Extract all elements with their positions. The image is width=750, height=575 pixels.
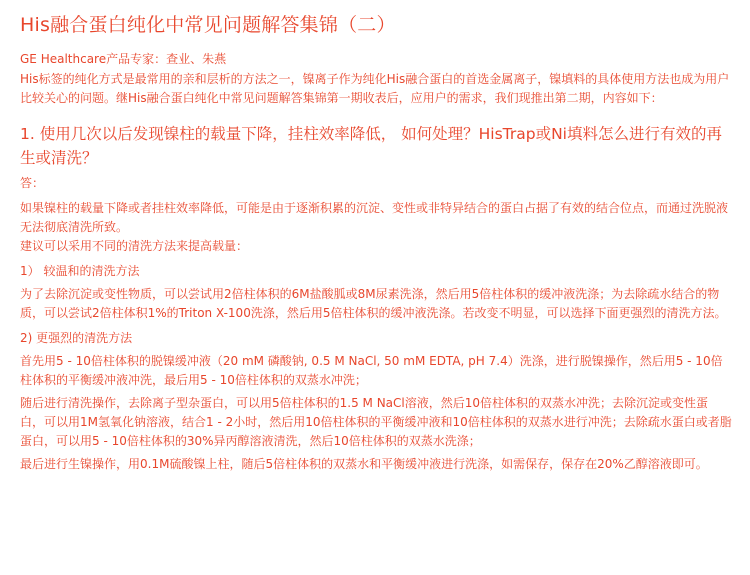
answer-paragraph-2: 建议可以采用不同的清洗方法来提高载量： (20, 239, 249, 253)
answer-label: 答： (20, 176, 45, 190)
question-1-title: 1. 使用几次以后发现镍柱的载量下降，挂柱效率降低， 如何处理？HisTrap或Ni填料怎么进行有效的再生或清洗？ (20, 125, 722, 167)
method-2-step-2: 随后进行清洗操作，去除离子型杂蛋白，可以用5倍柱体积的1.5 M NaCl溶液，然后10倍柱体积的双蒸水冲洗；去除沉淀或变性蛋白，可以用1M氢氧化钠溶液，结合1 - 2小时，然后用10倍柱体积的平衡缓冲液和10倍柱体积的双蒸水进行冲洗；去除疏水蛋白或者脂蛋白，可以用5 - 10倍柱体积的30%异丙醇溶液清洗，然后10倍柱体积的双蒸水洗涤； (20, 396, 732, 448)
method-1-text: 为了去除沉淀或变性物质，可以尝试用2倍柱体积的6M盐酸胍或8M尿素洗涤，然后用5倍柱体积的缓冲液洗涤；为去除疏水结合的物质，可以尝试2倍柱体积1%的Triton X-100洗涤，然后用5倍柱体积的缓冲液洗涤。若改变不明显，可以选择下面更强烈的清洗方法。 (20, 287, 727, 320)
method-2-step-3: 最后进行生镍操作，用0.1M硫酸镍上柱，随后5倍柱体积的双蒸水和平衡缓冲液进行洗涤，如需保存，保存在20%乙醇溶液即可。 (20, 457, 708, 471)
answer-paragraph-1: 如果镍柱的载量下降或者挂柱效率降低，可能是由于逐渐积累的沉淀、变性或非特异结合的蛋白占据了有效的结合位点，而通过洗脱液无法彻底清洗所致。 (20, 201, 729, 234)
method-2-step-1: 首先用5 - 10倍柱体积的脱镍缓冲液（20 mM 磷酸钠, 0.5 M NaCl, 50 mM EDTA, pH 7.4）洗涤，进行脱镍操作，然后用5 - 10倍柱体积的平衡缓冲液冲洗，最后用5 - 10倍柱体积的双蒸水冲洗； (20, 354, 723, 387)
method-1-title: 1） 较温和的清洗方法 (20, 264, 140, 278)
intro-paragraph: His标签的纯化方式是最常用的亲和层析的方法之一，镍离子作为纯化His融合蛋白的首选金属离子，镍填料的具体使用方法也成为用户比较关心的问题。继His融合蛋白纯化中常见问题解答集锦第一期收表后，应用户的需求，我们现推出第二期，内容如下： (20, 72, 730, 105)
author-line: GE Healthcare产品专家：查业、朱燕 (20, 52, 227, 66)
method-2-title: 2) 更强烈的清洗方法 (20, 331, 133, 345)
article-title: His融合蛋白纯化中常见问题解答集锦（二） (20, 14, 396, 36)
